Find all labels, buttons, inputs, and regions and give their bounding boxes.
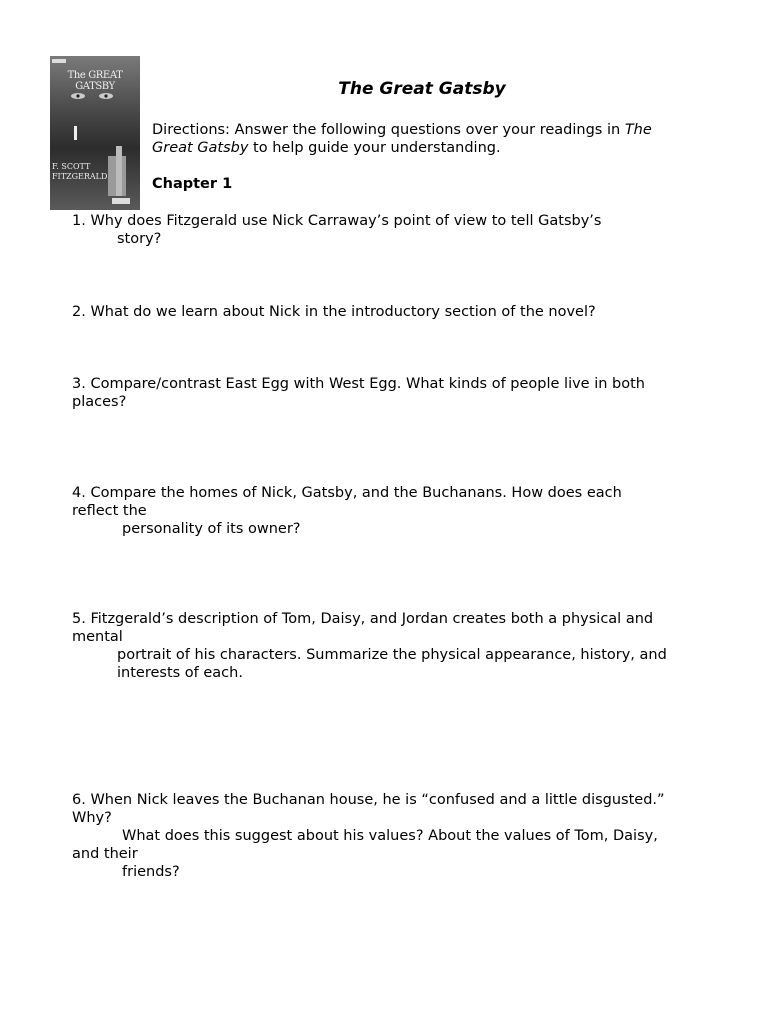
directions-paragraph (152, 121, 692, 157)
question-line: places? (72, 394, 127, 410)
question-1 (72, 212, 712, 248)
question-line: interests of each. (117, 665, 243, 681)
question-line: portrait of his characters. Summarize the physical appearance, history, and (117, 647, 667, 663)
question-line: 4. Compare the homes of Nick, Gatsby, and the Buchanans. How does each (72, 485, 622, 501)
book-cover-image (50, 56, 140, 210)
question-line: 1. Why does Fitzgerald use Nick Carraway’s point of view to tell Gatsby’s (72, 213, 602, 229)
question-line: reflect the (72, 503, 147, 519)
question-line: personality of its owner? (122, 521, 301, 537)
question-line: 6. When Nick leaves the Buchanan house, he is “confused and a little disgusted.” (72, 792, 665, 808)
question-line: friends? (122, 864, 180, 880)
cover-author: F. SCOTT FITZGERALD (52, 162, 108, 181)
question-line: Why? (72, 810, 112, 826)
document-title: The Great Gatsby (338, 79, 506, 99)
directions-suffix: to help guide your understanding. (248, 140, 501, 156)
question-2 (72, 303, 712, 321)
cover-title: The GREAT GATSBY (67, 70, 123, 92)
question-line: 3. Compare/contrast East Egg with West Egg. What kinds of people live in both (72, 376, 645, 392)
question-5 (72, 610, 712, 682)
directions-book-title: The Great Gatsby (152, 122, 652, 156)
question-6 (72, 791, 712, 881)
question-line: 2. What do we learn about Nick in the introductory section of the novel? (72, 304, 596, 320)
question-line: story? (117, 231, 162, 247)
question-line: mental (72, 629, 123, 645)
directions-prefix: Directions: Answer the following questions over your readings in (152, 122, 625, 138)
chapter-heading: Chapter 1 (152, 176, 233, 192)
question-4 (72, 484, 712, 538)
question-line: 5. Fitzgerald’s description of Tom, Daisy, and Jordan creates both a physical and (72, 611, 654, 627)
question-3 (72, 375, 712, 411)
question-line: What does this suggest about his values? About the values of Tom, Daisy, (122, 828, 658, 844)
question-line: and their (72, 846, 138, 862)
